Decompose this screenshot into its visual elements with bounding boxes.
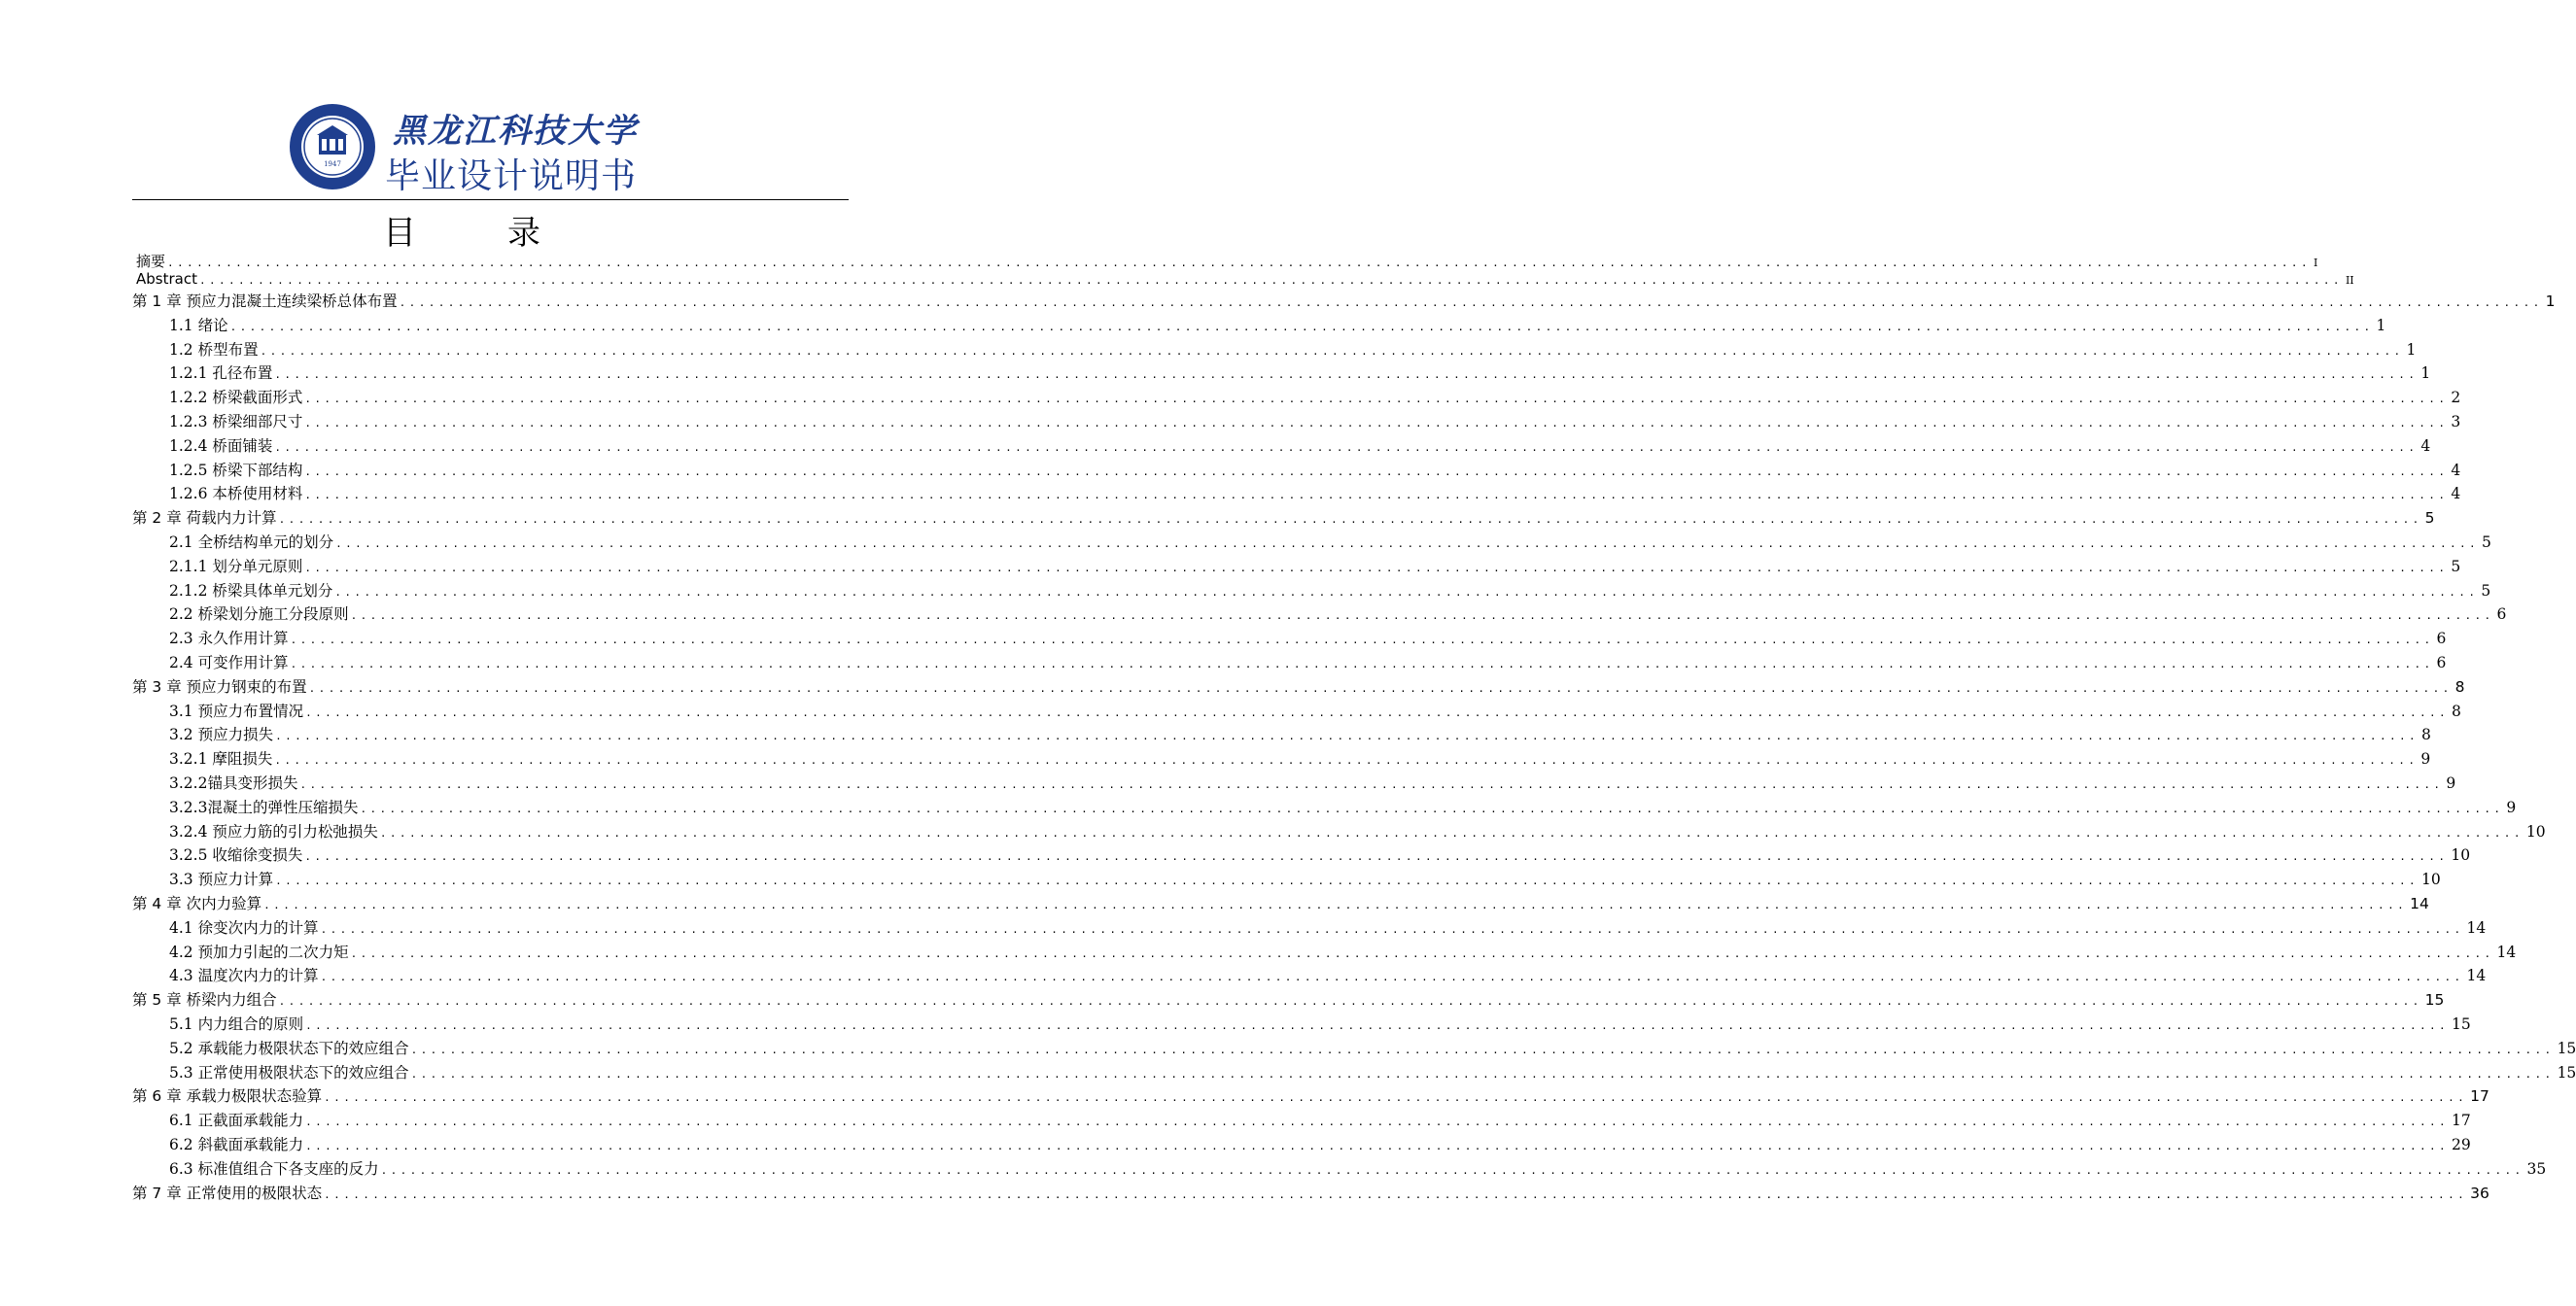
toc-entry-page: 5: [2482, 533, 2491, 551]
toc-dot-leader: ............................................................................................................................................................................................................................: [260, 344, 2404, 358]
toc-entry-page: 9: [2446, 774, 2456, 792]
toc-dot-leader: ............................................................................................................................................................................................................................: [410, 1043, 2555, 1056]
toc-dot-leader: ............................................................................................................................................................................................................................: [320, 971, 2464, 984]
toc-entry[interactable]: [169, 1109, 2471, 1130]
toc-entry-label: 第 4 章 次内力验算: [132, 895, 262, 912]
toc-entry-label: 1.2.3 桥梁细部尺寸: [169, 413, 303, 430]
toc-dot-leader: ............................................................................................................................................................................................................................: [350, 946, 2494, 960]
toc-entry[interactable]: [132, 892, 2429, 913]
toc-dot-leader: ............................................................................................................................................................................................................................: [167, 257, 2311, 269]
toc-dot-leader: ............................................................................................................................................................................................................................: [308, 681, 2453, 695]
toc-entry-page: I: [2313, 257, 2318, 269]
toc-entry[interactable]: [169, 916, 2487, 938]
toc-entry[interactable]: [169, 386, 2461, 407]
toc-entry-page: 36: [2470, 1184, 2489, 1202]
toc-entry-label: 1.2.4 桥面铺装: [169, 436, 273, 455]
toc-dot-leader: ............................................................................................................................................................................................................................: [304, 850, 2449, 864]
toc-dot-leader: ............................................................................................................................................................................................................................: [290, 634, 2434, 647]
toc-entry-label: 1.2.6 本桥使用材料: [169, 485, 303, 503]
toc-entry-label: 2.1.1 划分单元原则: [169, 557, 303, 575]
toc-entry[interactable]: [169, 796, 2517, 817]
toc-entry-page: 3: [2451, 413, 2461, 430]
toc-entry-label: 2.2 桥梁划分施工分段原则: [169, 605, 349, 624]
toc-dot-leader: ............................................................................................................................................................................................................................: [305, 1140, 2450, 1152]
toc-entry[interactable]: [169, 651, 2447, 672]
toc-entry-page: 8: [2421, 726, 2431, 744]
toc-entry[interactable]: [169, 1061, 2576, 1083]
toc-entry[interactable]: [169, 820, 2546, 842]
toc-entry-label: 5.3 正常使用极限状态下的效应组合: [169, 1063, 409, 1082]
toc-entry-page: 6: [2436, 654, 2447, 671]
toc-entry[interactable]: [169, 747, 2431, 769]
seal-year: 1947: [324, 160, 341, 168]
toc-entry-label: 3.2.1 摩阻损失: [169, 750, 273, 769]
toc-entry-page: 15: [2424, 991, 2445, 1010]
toc-dot-leader: ............................................................................................................................................................................................................................: [275, 875, 2419, 888]
toc-dot-leader: ............................................................................................................................................................................................................................: [274, 440, 2419, 454]
toc-entry-label: 1.1 绪论: [169, 316, 228, 334]
toc-entry-page: 5: [2451, 557, 2461, 575]
toc-entry-page: 9: [2506, 798, 2517, 816]
toc-entry-label: 6.1 正截面承载能力: [169, 1112, 304, 1130]
toc-entry-label: 3.1 预应力布置情况: [169, 702, 304, 720]
toc-entry-page: 4: [2451, 485, 2461, 503]
toc-entry-page: 29: [2452, 1136, 2471, 1153]
toc-dot-leader: ............................................................................................................................................................................................................................: [304, 561, 2449, 574]
toc-entry[interactable]: [169, 964, 2487, 985]
toc-entry[interactable]: [169, 434, 2431, 456]
toc-entry[interactable]: [169, 1133, 2471, 1154]
toc-entry-page: 17: [2470, 1087, 2489, 1106]
toc-entry[interactable]: [169, 555, 2461, 576]
toc-entry-label: 第 7 章 正常使用的极限状态: [132, 1184, 323, 1202]
toc-dot-leader: ............................................................................................................................................................................................................................: [274, 368, 2419, 382]
toc-entry-label: 1.2 桥型布置: [169, 340, 259, 359]
toc-entry-page: 14: [2466, 918, 2487, 937]
toc-entry-label: 1.2.5 桥梁下部结构: [169, 461, 303, 479]
toc-entry-label: 4.3 温度次内力的计算: [169, 967, 319, 985]
toc-entry[interactable]: [169, 338, 2417, 360]
toc-entry[interactable]: [132, 1084, 2489, 1106]
toc-entry-label: 2.1.2 桥梁具体单元划分: [169, 581, 333, 600]
toc-entry-page: 4: [2451, 461, 2461, 479]
toc-entry[interactable]: [169, 1013, 2471, 1034]
toc-entry-label: 2.1 全桥结构单元的划分: [169, 533, 334, 551]
document-type: 毕业设计说明书: [385, 156, 638, 196]
toc-entry-page: 5: [2424, 509, 2435, 528]
toc-entry-page: 6: [2496, 605, 2507, 624]
toc-dot-leader: ............................................................................................................................................................................................................................: [335, 537, 2480, 550]
toc-entry[interactable]: [169, 1157, 2547, 1179]
toc-entry[interactable]: [132, 506, 2435, 528]
toc-entry-label: 3.2.5 收缩徐变损失: [169, 846, 303, 865]
toc-entry-label: 摘要: [136, 253, 166, 270]
toc-dot-leader: ............................................................................................................................................................................................................................: [304, 489, 2449, 502]
toc-entry-page: 5: [2481, 581, 2491, 600]
toc-entry[interactable]: [169, 602, 2507, 624]
toc-entry-page: 15: [2452, 1015, 2471, 1033]
toc-entry-page: 10: [2421, 871, 2441, 889]
toc-dot-leader: ............................................................................................................................................................................................................................: [304, 417, 2449, 430]
toc-entry-label: 3.3 预应力计算: [169, 871, 274, 889]
toc-entry-page: 10: [2451, 846, 2471, 865]
toc-entry-label: 4.2 预加力引起的二次力矩: [169, 943, 349, 961]
toc-entry-page: II: [2345, 274, 2354, 287]
document-header: [288, 102, 638, 194]
toc-entry-page: 4: [2420, 436, 2431, 455]
toc-dot-leader: ............................................................................................................................................................................................................................: [305, 1116, 2450, 1129]
toc-entry-label: 2.4 可变作用计算: [169, 654, 289, 671]
toc-dot-leader: ............................................................................................................................................................................................................................: [350, 609, 2494, 623]
toc-dot-leader: ............................................................................................................................................................................................................................: [305, 705, 2450, 719]
toc-entry-page: 8: [2452, 702, 2461, 720]
toc-entry[interactable]: [132, 675, 2465, 697]
toc-dot-leader: ............................................................................................................................................................................................................................: [379, 826, 2524, 840]
toc-entry[interactable]: [169, 772, 2456, 793]
university-seal-logo: [288, 102, 377, 191]
toc-entry-page: 14: [2466, 967, 2487, 985]
toc-entry-label: Abstract: [136, 270, 197, 288]
toc-entry-label: 4.1 徐变次内力的计算: [169, 918, 319, 937]
toc-entry-page: 10: [2525, 822, 2546, 841]
toc-dot-leader: ............................................................................................................................................................................................................................: [274, 754, 2419, 768]
toc-entry-label: 第 2 章 荷载内力计算: [132, 509, 277, 528]
toc-entry-page: 2: [2451, 389, 2461, 407]
toc-dot-leader: ............................................................................................................................................................................................................................: [410, 1067, 2555, 1081]
toc-entry[interactable]: [169, 627, 2447, 648]
toc-entry-page: 1: [2420, 364, 2431, 383]
toc-entry[interactable]: [169, 700, 2461, 721]
toc-dot-leader: ............................................................................................................................................................................................................................: [304, 464, 2449, 478]
toc-dot-leader: ............................................................................................................................................................................................................................: [304, 393, 2449, 406]
toc-entry[interactable]: [169, 459, 2461, 480]
toc-dot-leader: ............................................................................................................................................................................................................................: [263, 899, 2408, 911]
toc-entry-label: 第 5 章 桥梁内力组合: [132, 991, 277, 1010]
toc-dot-leader: ............................................................................................................................................................................................................................: [380, 1163, 2524, 1177]
toc-dot-leader: ............................................................................................................................................................................................................................: [305, 1019, 2450, 1032]
toc-entry-label: 1.2.2 桥梁截面形式: [169, 389, 303, 407]
toc-entry-label: 3.2.3混凝土的弹性压缩损失: [169, 798, 359, 816]
toc-entry-page: 9: [2420, 750, 2431, 769]
toc-entry-label: 第 1 章 预应力混凝土连续梁桥总体布置: [132, 292, 398, 310]
toc-entry-label: 3.2.2锚具变形损失: [169, 774, 298, 792]
toc-entry[interactable]: [132, 1182, 2489, 1203]
toc-entry-page: 6: [2436, 630, 2447, 648]
university-name: 黑龙江科技大学: [393, 112, 638, 151]
toc-dot-leader: ............................................................................................................................................................................................................................: [334, 585, 2479, 599]
toc-dot-leader: ............................................................................................................................................................................................................................: [299, 778, 2444, 791]
header-divider: [132, 199, 849, 200]
toc-title: 目 录: [383, 214, 570, 253]
toc-entry-label: 3.2 预应力损失: [169, 726, 274, 744]
toc-entry-page: 8: [2454, 677, 2465, 696]
toc-entry-label: 6.2 斜截面承载能力: [169, 1136, 304, 1153]
toc-dot-leader: ............................................................................................................................................................................................................................: [278, 995, 2422, 1009]
toc-dot-leader: ............................................................................................................................................................................................................................: [399, 296, 2543, 309]
toc-entry[interactable]: [169, 941, 2517, 962]
toc-entry[interactable]: [169, 361, 2431, 383]
toc-entry-page: 15: [2557, 1063, 2576, 1082]
toc-entry[interactable]: [169, 314, 2386, 335]
toc-entry-page: 14: [2410, 895, 2429, 912]
toc-entry[interactable]: [169, 723, 2431, 744]
toc-entry-label: 5.2 承载能力极限状态下的效应组合: [169, 1039, 409, 1057]
toc-entry[interactable]: [169, 843, 2471, 865]
toc-dot-leader: ............................................................................................................................................................................................................................: [278, 513, 2422, 527]
toc-dot-leader: ............................................................................................................................................................................................................................: [320, 922, 2464, 936]
toc-entry[interactable]: [136, 270, 2354, 292]
toc-entry-page: 1: [2545, 292, 2556, 310]
toc-entry[interactable]: [169, 531, 2491, 552]
toc-entry-page: 1: [2406, 340, 2417, 359]
toc-entry[interactable]: [169, 482, 2461, 503]
toc-entry[interactable]: [132, 988, 2445, 1010]
toc-entry-label: 1.2.1 孔径布置: [169, 364, 273, 383]
toc-entry[interactable]: [169, 410, 2461, 431]
toc-entry[interactable]: [169, 1037, 2576, 1058]
toc-dot-leader: ............................................................................................................................................................................................................................: [324, 1187, 2468, 1201]
toc-entry-label: 6.3 标准值组合下各支座的反力: [169, 1159, 379, 1178]
toc-dot-leader: ............................................................................................................................................................................................................................: [324, 1091, 2468, 1105]
toc-entry-page: 15: [2557, 1039, 2576, 1057]
toc-entry-page: 14: [2496, 943, 2517, 961]
toc-dot-leader: ............................................................................................................................................................................................................................: [198, 274, 2343, 287]
toc-entry-label: 第 3 章 预应力钢束的布置: [132, 677, 307, 696]
toc-entry-label: 5.1 内力组合的原则: [169, 1015, 304, 1033]
toc-entry-page: 1: [2376, 316, 2386, 334]
toc-dot-leader: ............................................................................................................................................................................................................................: [290, 658, 2434, 670]
toc-entry-page: 35: [2526, 1159, 2547, 1178]
toc-entry[interactable]: [132, 290, 2556, 311]
toc-entry[interactable]: [169, 579, 2491, 601]
toc-entry-label: 第 6 章 承载力极限状态验算: [132, 1087, 323, 1106]
toc-entry-label: 3.2.4 预应力筋的引力松弛损失: [169, 822, 378, 841]
toc-entry-label: 2.3 永久作用计算: [169, 630, 289, 648]
toc-dot-leader: ............................................................................................................................................................................................................................: [229, 320, 2374, 333]
toc-entry[interactable]: [169, 868, 2441, 889]
toc-dot-leader: ............................................................................................................................................................................................................................: [360, 802, 2504, 815]
toc-entry[interactable]: [136, 251, 2318, 272]
toc-dot-leader: ............................................................................................................................................................................................................................: [275, 730, 2419, 743]
toc-entry-page: 17: [2452, 1112, 2471, 1130]
